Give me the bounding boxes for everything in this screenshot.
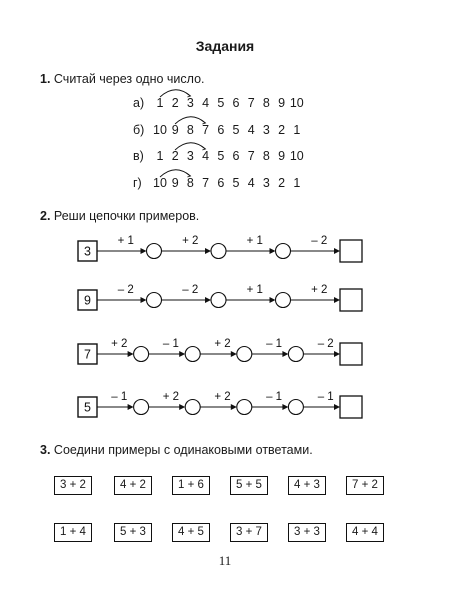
sequence-number: 1 [293, 123, 301, 137]
expression-box: 4 + 2 [114, 476, 152, 495]
sequence-number: 9 [171, 176, 179, 190]
page-number: 11 [218, 553, 232, 568]
task1-text: Считай через одно число. [53, 72, 205, 86]
expression-box: 3 + 3 [288, 523, 326, 542]
sequence-number: 3 [262, 123, 270, 137]
chain-start-number: 9 [84, 293, 91, 308]
task3-number: 3. [40, 443, 51, 457]
answer-circle [147, 244, 162, 259]
chain-operation: – 2 [311, 235, 328, 247]
expression-box: 4 + 4 [346, 523, 384, 542]
arrowhead-icon [282, 404, 288, 410]
sequence-number: 2 [278, 123, 286, 137]
arrowhead-icon [128, 404, 134, 410]
chain-operation: – 1 [111, 391, 128, 403]
chain-start-number: 5 [84, 400, 91, 415]
sequence-number: 10 [289, 149, 304, 163]
chain-result-box [340, 343, 362, 365]
arrowhead-icon [334, 404, 340, 410]
answer-circle [147, 293, 162, 308]
sequence-number: 7 [247, 96, 255, 110]
chain-operation: + 1 [246, 284, 263, 296]
arrowhead-icon [179, 404, 185, 410]
answer-circle [134, 400, 149, 415]
sequence-number: 8 [262, 149, 270, 163]
chain-operation: + 2 [182, 235, 199, 247]
sequence-number: 9 [278, 149, 286, 163]
answer-circle [276, 293, 291, 308]
expression-box: 3 + 2 [54, 476, 92, 495]
arrowhead-icon [231, 404, 237, 410]
expression-box: 5 + 5 [230, 476, 268, 495]
answer-circle [276, 244, 291, 259]
sequence-number: 5 [217, 96, 225, 110]
sequence-number: 3 [186, 149, 194, 163]
chain-start-number: 7 [84, 347, 91, 362]
sequence-label: г) [133, 176, 142, 190]
arrowhead-icon [141, 297, 147, 303]
sequence-number: 10 [153, 176, 167, 190]
expression-box: 4 + 5 [172, 523, 210, 542]
answer-circle [237, 347, 252, 362]
sequence-number: 5 [217, 149, 225, 163]
sequence-number: 3 [262, 176, 270, 190]
chain-result-box [340, 289, 362, 311]
arrowhead-icon [141, 248, 147, 254]
sequence-number: 6 [217, 176, 225, 190]
task2-text: Реши цепочки примеров. [53, 209, 200, 223]
sequence-number: 8 [186, 123, 194, 137]
chain-operation: – 2 [117, 284, 134, 296]
arrowhead-icon [128, 351, 134, 357]
chain-operation: + 2 [214, 391, 231, 403]
sequence-label: а) [133, 96, 145, 110]
sequence-number: 4 [202, 96, 210, 110]
arrowhead-icon [179, 351, 185, 357]
chain-start-number: 3 [84, 244, 91, 259]
expression-box: 7 + 2 [346, 476, 384, 495]
answer-circle [185, 400, 200, 415]
chain-operation: – 2 [182, 284, 199, 296]
sequence-number: 6 [232, 96, 240, 110]
chain-operation: – 1 [266, 391, 283, 403]
task1-number: 1. [40, 72, 51, 86]
chain-operation: + 1 [117, 235, 134, 247]
arrowhead-icon [270, 297, 276, 303]
answer-circle [211, 244, 226, 259]
page-title: Задания [195, 38, 255, 54]
arrowhead-icon [334, 351, 340, 357]
sequence-number: 9 [171, 123, 179, 137]
expression-box: 1 + 6 [172, 476, 210, 495]
chain-operation: + 2 [311, 284, 328, 296]
task2-number: 2. [40, 209, 51, 223]
chain-operation: – 2 [317, 338, 334, 350]
sequence-number: 1 [293, 176, 301, 190]
expression-box: 4 + 3 [288, 476, 326, 495]
sequence-number: 4 [247, 123, 255, 137]
arrowhead-icon [205, 248, 211, 254]
answer-circle [237, 400, 252, 415]
sequence-number: 5 [232, 176, 240, 190]
expression-box: 3 + 7 [230, 523, 268, 542]
answer-circle [288, 400, 303, 415]
chain-operation: + 2 [214, 338, 231, 350]
chain-operation: + 1 [246, 235, 263, 247]
sequence-number: 8 [262, 96, 270, 110]
sequence-label: в) [133, 149, 144, 163]
chain-operation: + 2 [162, 391, 180, 403]
sequence-number: 1 [156, 96, 164, 110]
sequence-label: б) [133, 123, 145, 137]
answer-circle [185, 347, 200, 362]
chain-operation: – 1 [162, 338, 179, 350]
arrowhead-icon [205, 297, 211, 303]
answer-circle [134, 347, 149, 362]
arrowhead-icon [270, 248, 276, 254]
chain-result-box [340, 396, 362, 418]
expression-box: 1 + 4 [54, 523, 92, 542]
sequence-number: 2 [171, 96, 179, 110]
sequence-number: 2 [278, 176, 286, 190]
sequence-number: 6 [217, 123, 225, 137]
sequence-number: 7 [247, 149, 255, 163]
chain-operation: – 1 [266, 338, 283, 350]
task3-text: Соедини примеры с одинаковыми ответами. [53, 443, 313, 457]
chain-operation: – 1 [317, 391, 334, 403]
sequence-number: 4 [202, 149, 210, 163]
arrowhead-icon [334, 248, 340, 254]
sequence-number: 10 [289, 96, 304, 110]
sequence-number: 1 [156, 149, 164, 163]
sequence-number: 6 [232, 149, 240, 163]
arrowhead-icon [334, 297, 340, 303]
sequence-number: 2 [171, 149, 179, 163]
answer-circle [288, 347, 303, 362]
sequence-number: 3 [186, 96, 194, 110]
arrowhead-icon [231, 351, 237, 357]
task3-heading [40, 443, 313, 457]
chain-operation: + 2 [111, 338, 128, 350]
sequence-number: 5 [232, 123, 240, 137]
sequence-number: 7 [202, 123, 210, 137]
chain-result-box [340, 240, 362, 262]
sequence-number: 9 [278, 96, 286, 110]
arrowhead-icon [282, 351, 288, 357]
sequence-number: 4 [247, 176, 255, 190]
sequence-number: 8 [186, 176, 194, 190]
sequence-number: 7 [202, 176, 210, 190]
expression-box: 5 + 3 [114, 523, 152, 542]
answer-circle [211, 293, 226, 308]
sequence-number: 10 [153, 123, 167, 137]
